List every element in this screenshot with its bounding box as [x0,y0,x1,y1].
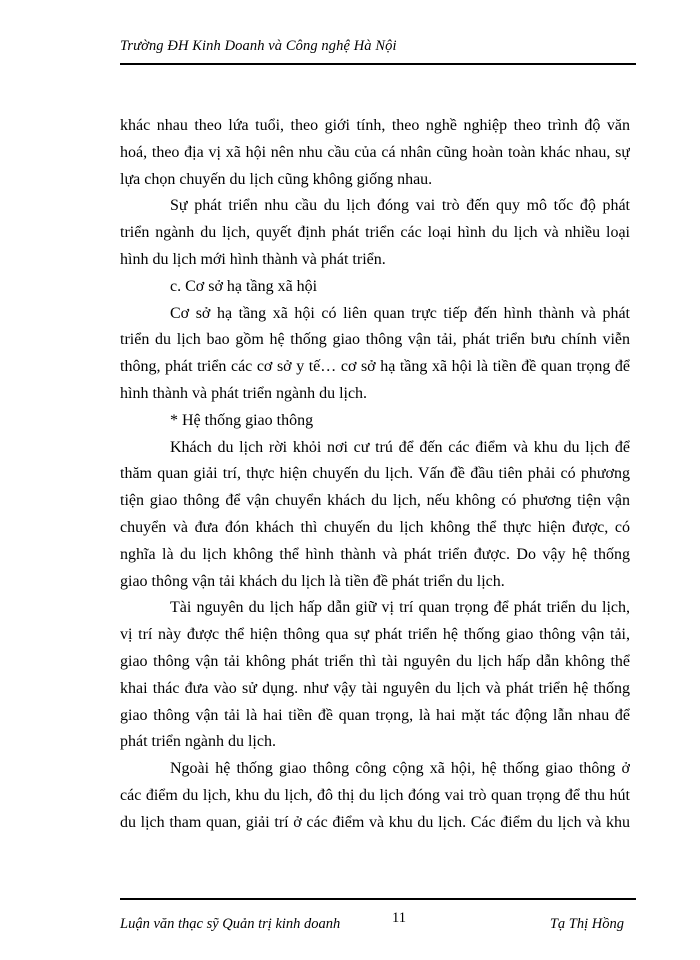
header-rule [120,63,636,65]
text-line: triển du lịch bao gồm hệ thống giao thông vận tải, phát triển bưu chính viễn [120,331,630,349]
text-line: Ngoài hệ thống giao thông công cộng xã hội, hệ thống giao thông ở [170,760,630,778]
text-line: hình du lịch mới hình thành và phát triển. [120,250,386,268]
body-text [120,113,630,837]
text-line: giao thông vận tải khách du lịch là tiền đề phát triển du lịch. [120,572,505,590]
header-title: Trường ĐH Kinh Doanh và Công nghệ Hà Nội [120,38,397,54]
text-line: khai thác đưa vào sử dụng. như vậy tài nguyên du lịch và phát triển hệ thống [120,679,630,697]
text-line: Khách du lịch rời khỏi nơi cư trú để đến các điểm và khu du lịch để [170,438,630,456]
text-line: thông, phát triển các cơ sở y tế… cơ sở hạ tầng xã hội là tiền đề quan trọng để [120,358,630,376]
text-line: chuyển và đưa đón khách thì chuyến du lịch không thể thực hiện được, có [120,518,630,536]
section-heading: c. Cơ sở hạ tầng xã hội [170,277,318,295]
text-line: giao thông vận tải không phát triển thì tài nguyên du lịch hấp dẫn không thể [120,652,630,670]
page-footer [120,898,636,938]
text-line: du lịch tham quan, giải trí ở các điểm và khu du lịch. Các điểm du lịch và khu [120,813,630,831]
text-line: các điểm du lịch, khu du lịch, đô thị du lịch đóng vai trò quan trọng để thu hút [120,786,630,804]
page-number: 11 [392,910,406,926]
footer-thesis-title: Luận văn thạc sỹ Quản trị kinh doanh [120,916,341,932]
text-line: phát triển ngành du lịch. [120,733,276,751]
text-line: nghĩa là du lịch không thể hình thành và phát triển được. Do vậy hệ thống [120,545,630,563]
text-line: giao thông vận tải là hai tiền đề quan trọng, là hai mặt tác động lẫn nhau để [120,706,630,724]
footer-author: Tạ Thị Hồng [549,916,624,932]
text-line: lựa chọn chuyến du lịch cũng không giống nhau. [120,170,433,188]
footer-rule [120,898,636,900]
text-line: hoá, theo địa vị xã hội nên nhu cầu của cá nhân cũng hoàn toàn khác nhau, sự [120,143,630,161]
text-line: khác nhau theo lứa tuổi, theo giới tính, theo nghề nghiệp theo trình độ văn [120,117,630,134]
text-line: vị trí này được thể hiện thông qua sự phát triển hệ thống giao thông vận tải, [120,626,630,644]
text-line: hình thành và phát triển ngành du lịch. [120,384,368,402]
text-line: Tài nguyên du lịch hấp dẫn giữ vị trí quan trọng để phát triển du lịch, [170,599,630,617]
text-line: triển ngành du lịch, quyết định phát triển các loại hình du lịch và nhiều loại [120,224,630,242]
text-line: Cơ sở hạ tầng xã hội có liên quan trực tiếp đến hình thành và phát [170,304,630,322]
page-header [120,28,636,58]
text-line: Sự phát triển nhu cầu du lịch đóng vai trò đến quy mô tốc độ phát [170,197,630,215]
subsection-heading: * Hệ thống giao thông [170,411,314,429]
text-line: tiện giao thông để vận chuyển khách du lịch, nếu không có phương tiện vận [120,492,630,510]
text-line: thăm quan giải trí, thực hiện chuyến du lịch. Vấn đề đầu tiên phải có phương [120,465,630,483]
